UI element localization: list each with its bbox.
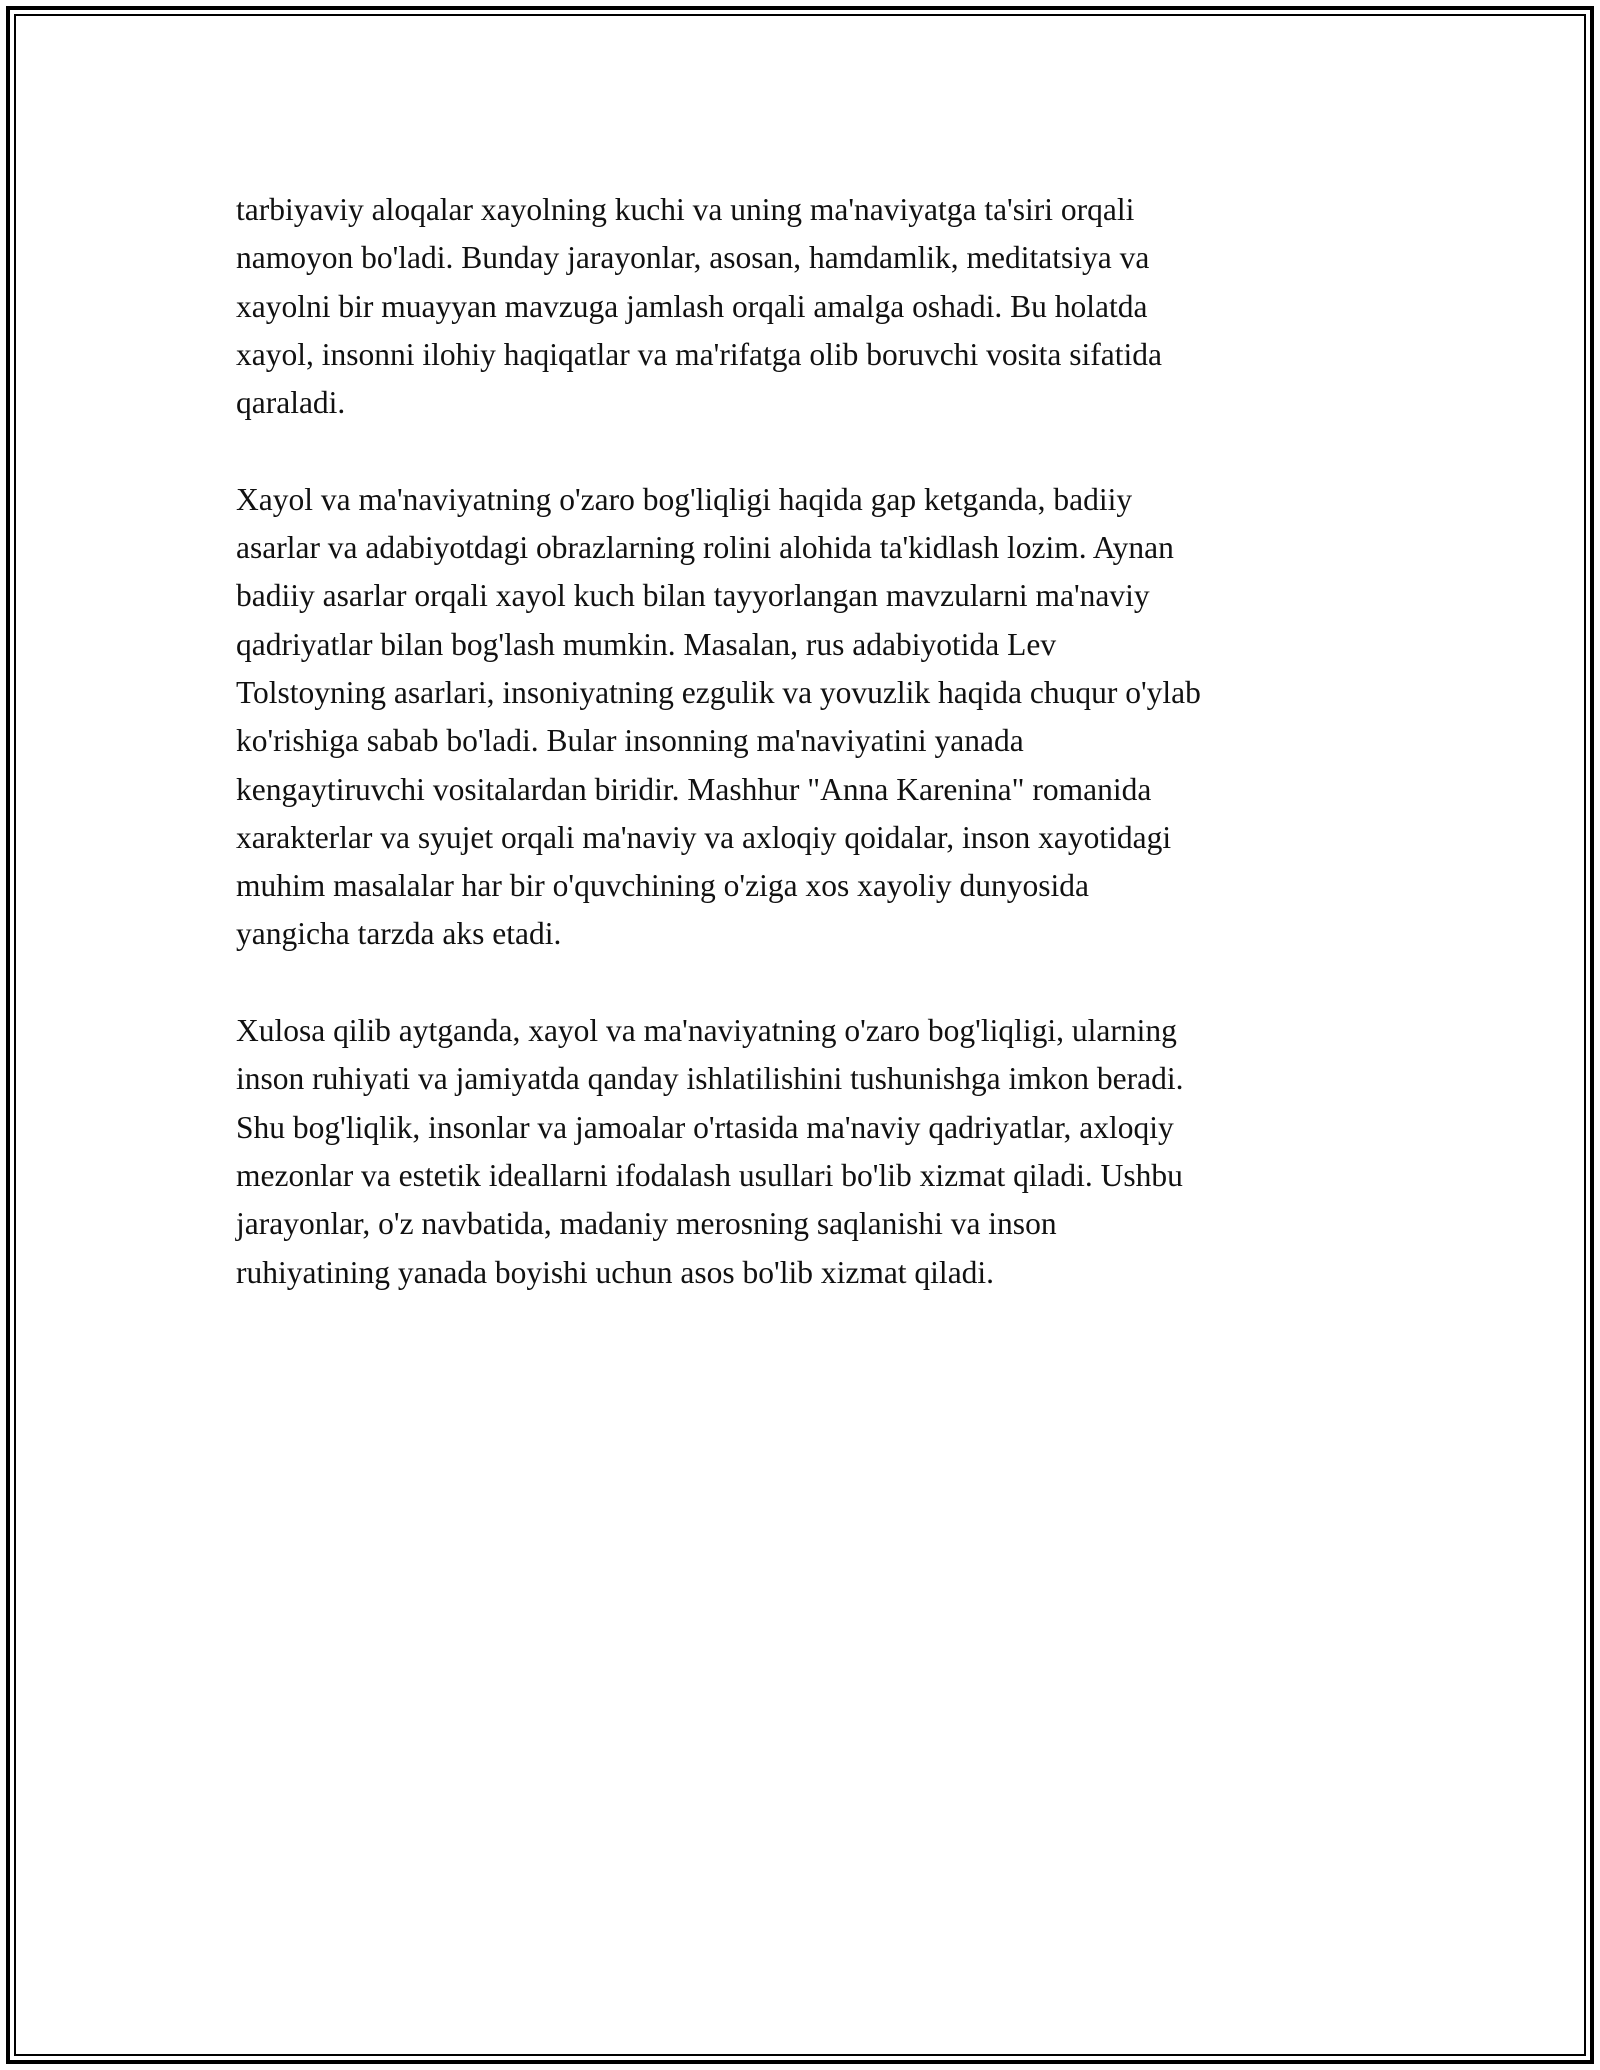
text-line: Xayol va ma'naviyatning o'zaro bog'liqligi haqida gap ketganda, badiiy bbox=[236, 481, 1133, 517]
text-line: Xulosa qilib aytganda, xayol va ma'naviyatning o'zaro bog'liqligi, ularning bbox=[236, 1013, 1177, 1049]
text-line: namoyon bo'ladi. Bunday jarayonlar, asosan, hamdamlik, meditatsiya va bbox=[236, 240, 1150, 276]
text-line: xarakterlar va syujet orqali ma'naviy va axloqiy qoidalar, inson xayotidagi bbox=[236, 819, 1172, 855]
text-line: qaraladi. bbox=[236, 385, 346, 421]
text-line: yangicha tarzda aks etadi. bbox=[236, 916, 562, 952]
text-line: ko'rishiga sabab bo'ladi. Bular insonning ma'naviyatini yanada bbox=[236, 723, 1024, 759]
text-line: xayolni bir muayyan mavzuga jamlash orqali amalga oshadi. Bu holatda bbox=[236, 288, 1148, 324]
text-line: badiiy asarlar orqali xayol kuch bilan tayyorlangan mavzularni ma'naviy bbox=[236, 578, 1150, 614]
text-line: xayol, insonni ilohiy haqiqatlar va ma'rifatga olib boruvchi vosita sifatida bbox=[236, 336, 1162, 372]
text-line: mezonlar va estetik ideallarni ifodalash usullari bo'lib xizmat qiladi. Ushbu bbox=[236, 1157, 1183, 1193]
text-line: kengaytiruvchi vositalardan biridir. Mashhur "Anna Karenina" romanida bbox=[236, 771, 1152, 807]
text-line: qadriyatlar bilan bog'lash mumkin. Masalan, rus adabiyotida Lev bbox=[236, 626, 1057, 662]
text-line: Tolstoyning asarlari, insoniyatning ezgulik va yovuzlik haqida chuqur o'ylab bbox=[236, 674, 1201, 710]
paragraph-3 bbox=[236, 1007, 1366, 1297]
text-line: muhim masalalar har bir o'quvchining o'ziga xos xayoliy dunyosida bbox=[236, 868, 1089, 904]
paragraph-1 bbox=[236, 186, 1366, 427]
text-line: tarbiyaviy aloqalar xayolning kuchi va uning ma'naviyatga ta'siri orqali bbox=[236, 192, 1135, 227]
document-body bbox=[236, 186, 1366, 1297]
text-line: jarayonlar, o'z navbatida, madaniy merosning saqlanishi va inson bbox=[236, 1206, 1057, 1242]
text-line: asarlar va adabiyotdagi obrazlarning rolini alohida ta'kidlash lozim. Aynan bbox=[236, 530, 1174, 566]
text-line: ruhiyatining yanada boyishi uchun asos bo'lib xizmat qiladi. bbox=[236, 1254, 995, 1290]
text-line: inson ruhiyati va jamiyatda qanday ishlatilishini tushunishga imkon beradi. bbox=[236, 1061, 1184, 1097]
text-line: Shu bog'liqlik, insonlar va jamoalar o'rtasida ma'naviy qadriyatlar, axloqiy bbox=[236, 1109, 1174, 1145]
paragraph-2 bbox=[236, 476, 1366, 959]
